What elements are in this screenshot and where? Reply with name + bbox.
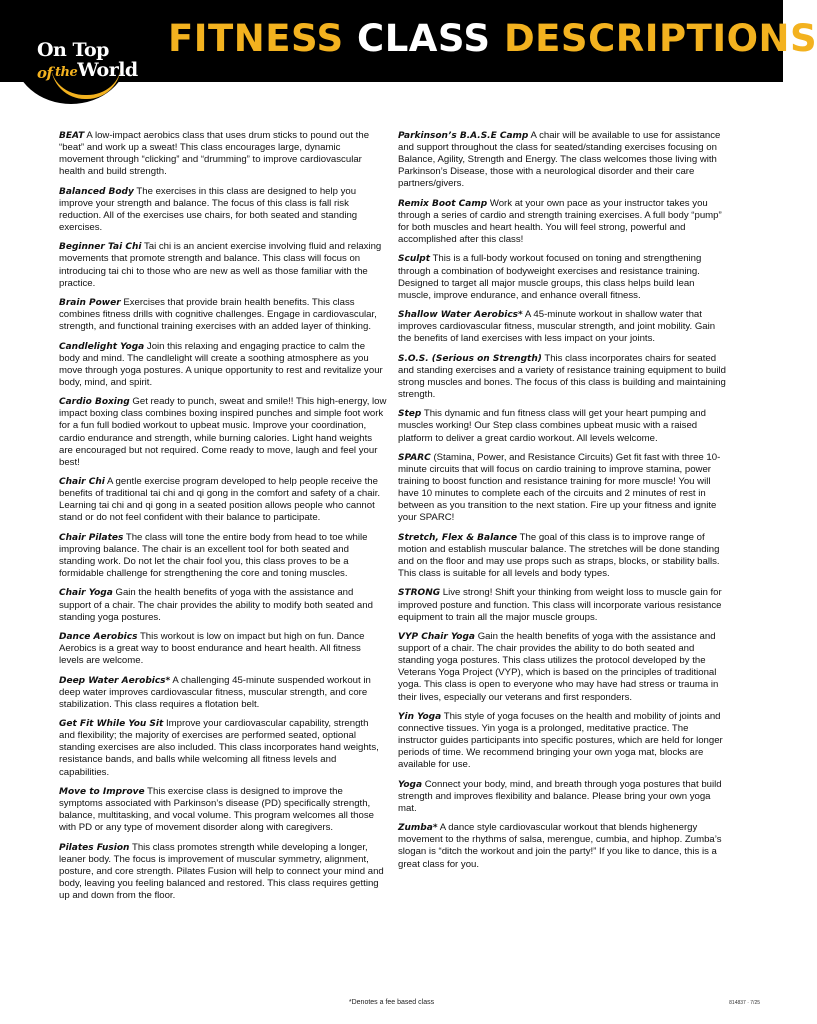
class-description [59,587,387,623]
class-name: Stretch, Flex & Balance [398,532,518,543]
class-name: SPARC [398,452,431,463]
class-description [398,408,726,444]
class-text: A chair will be available to use for assistance and support throughout the class for seated/standing exercises focusing on Balance, Agility, Strength and Energy. The class welcomes those living with Parkinson’s Disease, those with a neurological disorder and their care partners/givers. [398,130,721,190]
left-column [59,130,387,909]
class-name: Get Fit While You Sit [59,719,164,730]
class-description [398,532,726,580]
class-text: A gentle exercise program developed to help people receive the benefits of traditional tai chi and qi gong in the comfort and safety of a chair. Learning tai chi and qi gong in a seated position allows people who cannot stand or do not feel confident with their balance to participate. [59,476,381,524]
class-name: S.O.S. (Serious on Strength) [398,353,542,364]
class-text: A 45-minute workout in shallow water that improves cardiovascular fitness, muscular strength, and joint mobility. Gain the benefits of land exercises with less impact on your joints. [398,309,716,345]
class-text: Work at your own pace as your instructor takes you through a series of cardio and strength training exercises. A full body “pump” for both muscles and heart health. You will feel strong, powerful and accomplished after this class! [398,197,722,246]
class-name: Step [398,409,422,420]
class-description [59,532,387,580]
class-description [398,822,726,870]
class-name: Chair Yoga [59,588,113,599]
class-name: Yoga [398,779,423,790]
class-text: A dance style cardiovascular workout that blends highenergy movement to the rhythms of salsa, merengue, cumbia, and hiphop. Zumba’s slogan is “ditch the workout and join the party!” If you like to dance, this is a great class for you. [398,822,722,870]
class-name: Balanced Body [59,186,134,197]
page-header [0,0,817,82]
class-text: This is a full-body workout focused on toning and strengthening through a combination of bodyweight exercises and resistance training. Designed to target all major muscle groups, this class helps build lean muscle, improve endurance, and enhance overall fitness. [398,253,702,301]
class-name: Yin Yoga [398,711,442,722]
class-text: Tai chi is an ancient exercise involving fluid and relaxing movements that promote strength and balance. This class will focus on introducing tai chi to those who are new as well as those familiar with the practice. [59,241,382,289]
class-description [59,842,387,902]
class-name: Chair Chi [59,477,105,488]
class-name: Brain Power [59,298,121,309]
class-description [398,711,726,771]
class-text: A low-impact aerobics class that uses drum sticks to pound out the “beat” and work up a sweat! This class encourages large, dynamic movement through “clicking” and “drumming” to improve cardiovascular health and build strength. [59,130,370,178]
class-name: VYP Chair Yoga [398,632,476,643]
class-name: Dance Aerobics [59,632,138,643]
class-name: Cardio Boxing [59,397,130,408]
class-description [59,476,387,524]
class-text: Join this relaxing and engaging practice to calm the body and mind. The candlelight will create a soothing atmosphere as you move through yoga postures. A unique opportunity to rest and revitalize your body, mind, and spirit. [59,340,383,388]
class-text: This dynamic and fun fitness class will get your heart pumping and muscles working! Our Step class combines upbeat music with a raised platform to deliver a great cardio workout. All levels welcome. [398,408,706,444]
class-description [59,130,387,178]
class-description [59,675,387,711]
class-text: This class promotes strength while developing a longer, leaner body. The focus is improvement of muscular symmetry, alignment, posture, and core strength. Pilates Fusion will help to connect your mind and body, leaving you feeling balanced and restored. This class requires getting up and down from the floor. [59,841,384,902]
class-name: Deep Water Aerobics* [59,675,171,686]
class-text: Get ready to punch, sweat and smile!! This high-energy, low impact boxing class combines boxing inspired punches and simple foot work for a fun full bodied workout to upbeat music. Improve your coordination, cardio endurance and strength, while burning calories. Light hand weights are encouraged but not required. Come ready to move, laugh and feel your best! [59,396,387,468]
class-description [59,786,387,834]
class-text: Improve your cardiovascular capability, strength and flexibility; the majority of exercises are performed seated, optional standing exercises are also included. This class incorporates hand weights, resistance bands, and balls while welcoming all fitness levels and capabilities. [59,718,379,778]
class-description [59,718,387,778]
class-name: Pilates Fusion [59,842,130,853]
class-name: Zumba* [398,823,438,834]
class-text: This style of yoga focuses on the health and mobility of joints and connective tissues. Yin yoga is a prolonged, meditative practice. The instructor guides participants into specific postures, which are held for longer periods of time. We recommend bringing your own yoga mat, blocks are available for use. [398,710,723,771]
class-name: STRONG [398,588,441,599]
class-description [59,631,387,667]
class-text: The class will tone the entire body from head to toe while improving balance. The chair is an excellent tool for both seated and standing work. Do not let the chair fool you, this class proves to be a formidable challenge for strengthening the core and toning muscles. [59,531,368,580]
class-description [398,309,726,345]
on-top-of-the-world-logo [14,6,138,104]
class-name: Shallow Water Aerobics* [398,310,523,321]
class-text: This workout is low on impact but high on fun. Dance Aerobics is a great way to boost endurance and heart health. All fitness levels are welcome. [59,631,365,667]
class-description [59,297,387,333]
class-text: Gain the health benefits of yoga with the assistance and support of a chair. The chair provides the ability to do both seated and standing yoga postures. This class utilizes the protocol developed by the Veterans Yoga Project (VYP), which is based on the principles of traditional yoga. This class is open to everyone who may have had stress or trauma in their lives, especially our veterans and first responders. [398,631,719,703]
class-text: Live strong! Shift your thinking from weight loss to muscle gain for improved posture and function. This class will incorporate various resistance equipment to train all the major muscle groups. [398,587,722,623]
class-text: This class incorporates chairs for seated and standing exercises and a variety of resistance training equipment to build strong muscles and bones. The focus of this class is building and maintaining strength. [398,352,726,400]
class-text: Connect your body, mind, and breath through yoga postures that build strength and improves flexibility and balance. Please bring your own yoga mat. [398,778,722,814]
page-title: FITNESS CLASS DESCRIPTIONS [168,17,817,60]
class-text: This exercise class is designed to improve the symptoms associated with Parkinson’s disease (PD) specifically strength, balance, multitasking, and vocal volume. This program welcomes all those with PD or any type of movement disorder along with caregivers. [59,785,374,834]
class-text: Exercises that provide brain health benefits. This class combines fitness drills with cognitive challenges. Engage in cardiovascular, strength, and functional training exercises with an added layer of thinking. [59,297,377,333]
class-name: Sculpt [398,254,431,265]
footnote: *Denotes a fee based class [348,999,435,1006]
class-text: The goal of this class is to improve range of motion and establish muscular balance. The stretches will be done standing and on the floor and may use props such as straps, blocks, or stability balls. This class is suitable for all levels and body types. [398,531,720,580]
class-description [398,353,726,401]
class-name: Move to Improve [59,786,145,797]
class-description [398,253,726,301]
document-code: 814837 · 7/25 [729,1000,760,1006]
class-description [398,779,726,815]
class-description [59,341,387,389]
class-description [59,241,387,289]
right-column [398,130,726,878]
class-text: Gain the health benefits of yoga with the assistance and support of a chair. The chair provides the ability to modify both seated and standing yoga postures. [59,587,373,623]
logo-text-line1: On Top of [37,39,109,82]
class-name: Candlelight Yoga [59,341,145,352]
class-description [59,396,387,469]
class-text: A challenging 45-minute suspended workout in deep water improves cardiovascular fitness, muscular strength, and core stabilization. This class requires a flotation belt. [59,674,371,710]
class-text: The exercises in this class are designed to help you improve your strength and balance. The focus of this class is fall risk reduction. All of the exercises use chairs, for both seated and standing exercises. [59,185,358,233]
class-description [398,452,726,525]
class-description [398,631,726,704]
class-text: (Stamina, Power, and Resistance Circuits) Get fit fast with three 10-minute circuits that will focus on cardio training to improve stamina, power training to boost function and resistance training for more muscle! You will have 10 minutes to complete each of the circuits and 2 minutes of rest in between as you transition to the next station. Fire up your fitness and ignite your SPARC! [398,451,721,524]
class-name: Parkinson’s B.A.S.E Camp [398,131,529,141]
logo-text-line2: theWorld [55,59,138,81]
class-description [59,186,387,234]
class-description [398,587,726,623]
class-name: Chair Pilates [59,532,124,543]
class-name: BEAT [59,131,85,141]
class-description [398,198,726,246]
class-description [398,130,726,190]
class-name: Remix Boot Camp [398,198,488,209]
class-name: Beginner Tai Chi [59,242,142,253]
